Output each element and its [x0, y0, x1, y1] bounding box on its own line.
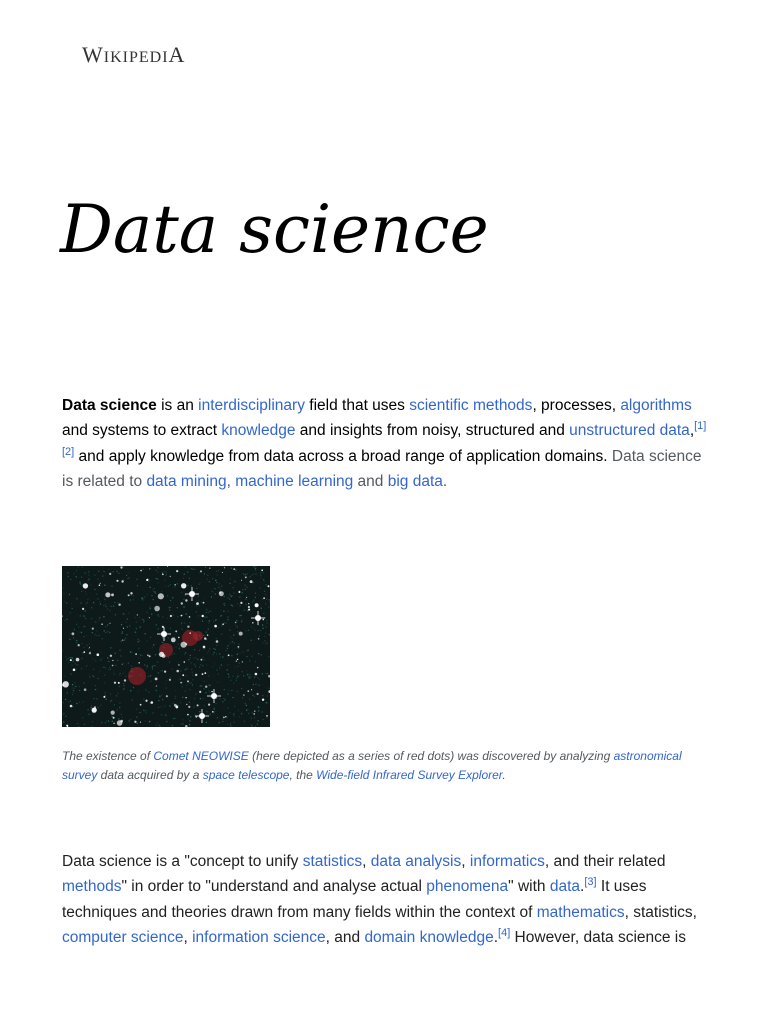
text-run: , [461, 853, 470, 870]
text-run: . [580, 878, 585, 896]
text-run: " with [508, 878, 550, 896]
comet-red-dot [128, 667, 146, 685]
text-run: Data science is a "concept to unify [62, 853, 303, 870]
text-run: data acquired by a [97, 767, 203, 782]
text-run: , and [325, 928, 365, 946]
text-run: and insights from noisy, structured and [295, 422, 570, 440]
text-run: . [442, 472, 448, 490]
text-run: and systems to extract [62, 422, 222, 440]
link-phenomena[interactable]: phenomena [426, 878, 509, 896]
text-run: , the [289, 767, 317, 782]
text-run: The existence of [62, 749, 154, 763]
citation-ref[interactable]: [4] [498, 926, 511, 939]
link-wide-field-infrared-survey-explorer[interactable]: Wide-field Infrared Survey Explorer [316, 767, 503, 782]
link-data-mining[interactable]: data mining [146, 472, 227, 490]
bold-term: Data science [62, 397, 157, 414]
citation-ref[interactable]: [3] [584, 876, 597, 889]
link-comet-neowise[interactable]: Comet NEOWISE [153, 749, 249, 763]
text-run: , [183, 928, 193, 946]
link-informatics[interactable]: informatics [469, 853, 545, 870]
citation-superscript [498, 927, 510, 939]
figure-caption [62, 747, 702, 784]
link-data-analysis[interactable]: data analysis [370, 853, 462, 870]
link-computer-science[interactable]: computer science [62, 928, 184, 946]
text-run: , processes, [532, 397, 621, 414]
text-run: and [353, 472, 388, 490]
citation-superscript [584, 876, 596, 888]
text-run: , [362, 853, 371, 870]
text-run: , [226, 472, 236, 490]
intro-paragraph [62, 393, 712, 494]
link-methods[interactable]: methods [62, 878, 122, 896]
link-scientific-methods[interactable]: scientific methods [409, 397, 533, 414]
text-run: " in order to "understand and analyse actual [121, 878, 427, 896]
text-run: field that uses [304, 397, 410, 414]
text-run: Data science is related to [62, 447, 702, 490]
wordmark-a: A [168, 42, 186, 67]
text-run: and apply knowledge from data across a broad range of application domains. [74, 447, 608, 465]
link-interdisciplinary[interactable]: interdisciplinary [198, 397, 305, 414]
link-algorithms[interactable]: algorithms [620, 397, 692, 414]
link-astronomical-survey[interactable]: astronomical survey [62, 749, 682, 782]
link-statistics[interactable]: statistics [302, 853, 363, 870]
link-knowledge[interactable]: knowledge [221, 422, 296, 440]
citation-ref[interactable]: [1][2] [62, 420, 707, 458]
text-run: It uses techniques and theories drawn from many fields within the context of [62, 878, 647, 921]
wordmark-middle: IKIPEDI [103, 49, 169, 66]
link-mathematics[interactable]: mathematics [536, 903, 625, 921]
link-information-science[interactable]: information science [192, 928, 326, 946]
text-run: is an [156, 397, 199, 414]
comet-neowise-image[interactable] [62, 566, 270, 727]
link-machine-learning[interactable]: machine learning [235, 472, 354, 490]
text-run: . [493, 928, 499, 946]
link-domain-knowledge[interactable]: domain knowledge [364, 928, 494, 946]
comet-red-dot [193, 631, 203, 641]
link-unstructured-data[interactable]: unstructured data [569, 422, 690, 440]
body-paragraph [62, 849, 712, 950]
text-run: (here depicted as a series of red dots) was discovered by analyzing [248, 749, 614, 763]
link-space-telescope[interactable]: space telescope [202, 767, 290, 782]
text-run: , statistics, [624, 903, 697, 921]
link-big-data[interactable]: big data [387, 472, 443, 490]
wordmark-w: W [82, 42, 104, 67]
text-run: . [502, 767, 506, 782]
wikipedia-wordmark[interactable] [82, 42, 185, 68]
text-run: , [689, 422, 695, 440]
text-run: , and their related [544, 853, 666, 870]
star-field-graphic [62, 566, 270, 727]
text-run: However, data science is [510, 928, 687, 946]
link-data[interactable]: data [549, 878, 581, 896]
page-title: Data science [60, 191, 489, 268]
